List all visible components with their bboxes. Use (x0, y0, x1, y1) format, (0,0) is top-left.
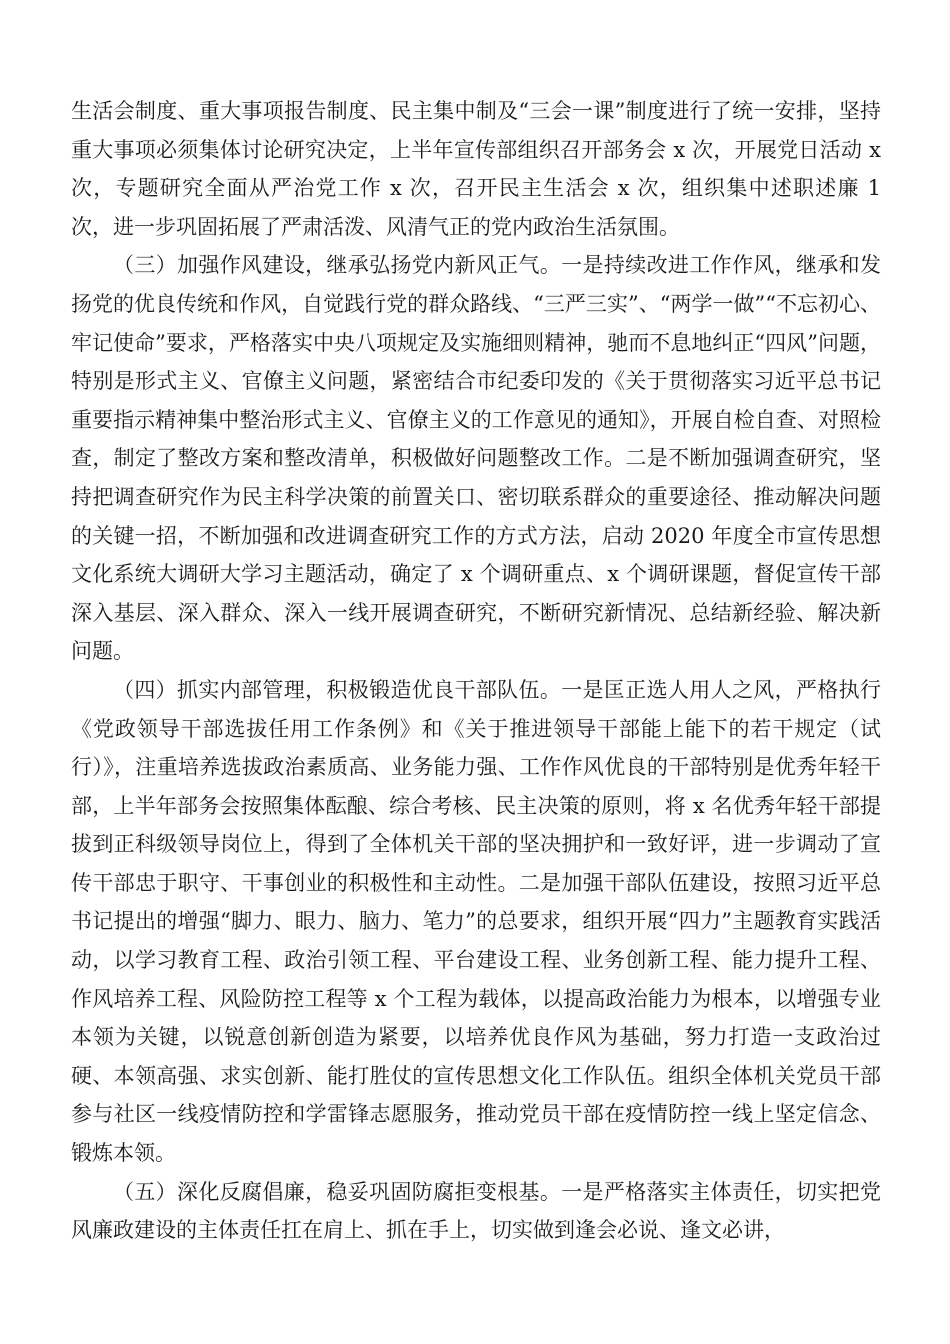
paragraph-3: （四）抓实内部管理，积极锻造优良干部队伍。一是匡正选人用人之风，严格执行《党政领导干部选拔任用工作条例》和《关于推进领导干部能上能下的若干规定（试行）》，注重培养选拔政治素质高、业务能力强、工作作风优良的干部特别是优秀年轻干部，上半年部务会按照集体酝酿、综合考核、民主决策的原则，将 x 名优秀年轻干部提拔到正科级领导岗位上，得到了全体机关干部的坚决拥护和一致好评，进一步调动了宣传干部忠于职守、干事创业的积极性和主动性。二是加强干部队伍建设，按照习近平总书记提出的增强“脚力、眼力、脑力、笔力”的总要求，组织开展“四力”主题教育实践活动，以学习教育工程、政治引领工程、平台建设工程、业务创新工程、能力提升工程、作风培养工程、风险防控工程等 x 个工程为载体，以提高政治能力为根本，以增强专业本领为关键，以锐意创新创造为紧要，以培养优良作风为基础，努力打造一支政治过硬、本领高强、求实创新、能打胜仗的宣传思想文化工作队伍。组织全体机关党员干部参与社区一线疫情防控和学雷锋志愿服务，推动党员干部在疫情防控一线上坚定信念、锻炼本领。 (71, 677, 881, 1166)
document-page (71, 92, 881, 1250)
paragraph-1: 生活会制度、重大事项报告制度、民主集中制及“三会一课”制度进行了统一安排，坚持重大事项必须集体讨论研究决定，上半年宣传部组织召开部务会 x 次，开展党日活动 x 次，专题研究全面从严治党工作 x 次，召开民主生活会 x 次，组织集中述职述廉 1 次，进一步巩固拓展了严肃活泼、风清气正的党内政治生活氛围。 (71, 99, 881, 239)
paragraph-4: （五）深化反腐倡廉，稳妥巩固防腐拒变根基。一是严格落实主体责任，切实把党风廉政建设的主体责任扛在肩上、抓在手上，切实做到逢会必说、逢文必讲， (71, 1179, 881, 1243)
paragraph-2: （三）加强作风建设，继承弘扬党内新风正气。一是持续改进工作作风，继承和发扬党的优良传统和作风，自觉践行党的群众路线、“三严三实”、“两学一做”“不忘初心、牢记使命”要求，严格落实中央八项规定及实施细则精神，驰而不息地纠正“四风”问题，特别是形式主义、官僚主义问题，紧密结合市纪委印发的《关于贯彻落实习近平总书记重要指示精神集中整治形式主义、官僚主义的工作意见的通知》，开展自检自查、对照检查，制定了整改方案和整改清单，积极做好问题整改工作。二是不断加强调查研究，坚持把调查研究作为民主科学决策的前置关口、密切联系群众的重要途径、推动解决问题的关键一招，不断加强和改进调查研究工作的方式方法，启动 2020 年度全市宣传思想文化系统大调研大学习主题活动，确定了 x 个调研重点、x 个调研课题，督促宣传干部深入基层、深入群众、深入一线开展调查研究，不断研究新情况、总结新经验、解决新问题。 (71, 253, 881, 664)
